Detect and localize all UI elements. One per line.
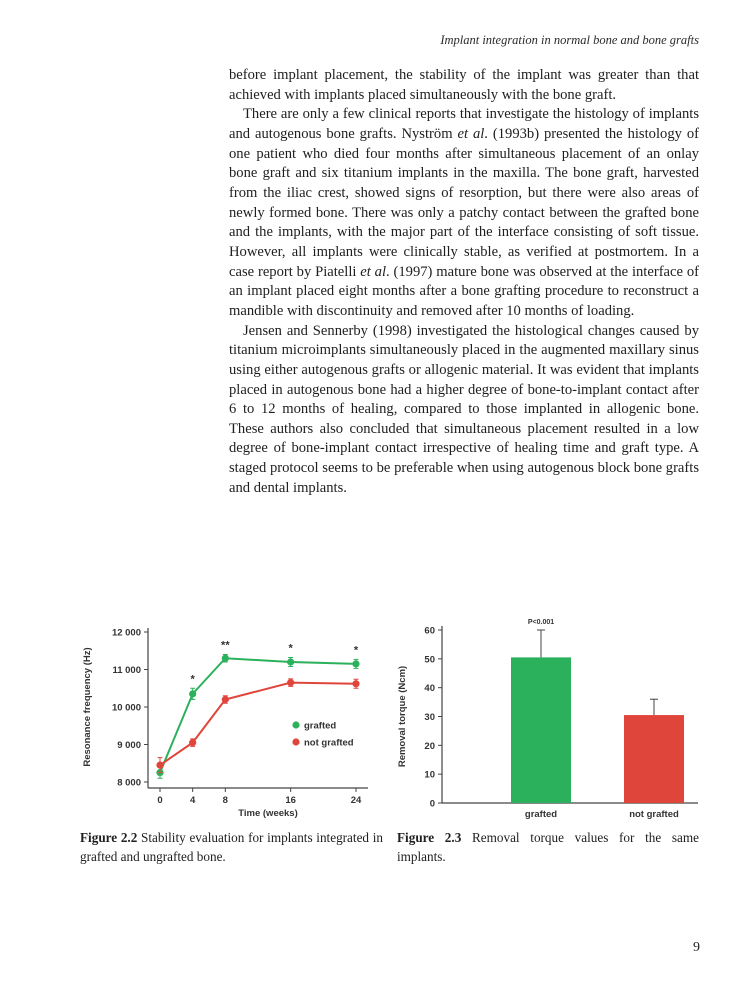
- paragraph: [229, 66, 699, 105]
- y-tick-label: 9 000: [117, 740, 141, 751]
- text-run: . (1993b) presented the histology of one patient who died four months after simultaneous placement of an onlay bone graft and six titanium implants in the maxilla. The bone graft, harvested from the iliac crest, showed signs of resorption, but there were also areas of newly formed bone. There was only a patchy contact between the grafted bone and the implants, with the major part of the interface consisting of soft tissue. However, all implants were clinically stable, as verified at postmortem. In a case report by Piatelli: [229, 125, 699, 280]
- y-tick-label: 40: [424, 683, 435, 695]
- data-point: [156, 762, 163, 769]
- bar-1: [624, 715, 684, 803]
- paragraph: [229, 105, 699, 321]
- y-tick-label: 8 000: [117, 777, 141, 789]
- legend-label: not grafted: [304, 737, 354, 749]
- y-tick-label: 60: [424, 625, 435, 637]
- legend-label: grafted: [304, 720, 337, 732]
- significance-marker: *: [353, 644, 359, 657]
- x-tick-label: 8: [222, 795, 228, 806]
- bar-0: [511, 657, 571, 803]
- body-text: [229, 66, 699, 498]
- significance-marker: *: [288, 642, 293, 655]
- text-run: Jensen and Sennerby (1998) investigated the histological changes caused by titanium microimplants simultaneously placed in the augmented maxillary sinus using either autogenous grafts or allogenic material. It was evident that implants placed in autogenous bone had a higher degree of bone-to-implant contact after 6 to 12 months of healing, compared to those implanted in allogenic bone. These authors also concluded that simultaneous placement resulted in a low degree of bone-implant contact irrespective of healing time and graft type. A staged protocol seems to be preferable when using autogenous block bone grafts and dental implants.: [229, 322, 699, 496]
- y-tick-label: 12 000: [111, 627, 141, 639]
- data-point: [287, 658, 294, 665]
- legend-marker: [292, 721, 299, 728]
- data-point: [222, 696, 229, 703]
- x-category-label: not grafted: [629, 809, 679, 820]
- x-tick-label: 24: [350, 795, 362, 806]
- y-axis-label: Resonance frequency (Hz): [82, 647, 93, 767]
- caption-text: Removal torque values for the same implants.: [397, 830, 699, 864]
- data-point: [287, 679, 294, 686]
- y-tick-label: 11 000: [112, 665, 141, 676]
- figure-2-3-caption: [397, 829, 699, 866]
- figure-label: Figure 2.2: [80, 830, 138, 845]
- x-tick-label: 4: [190, 795, 196, 806]
- removal-torque-bar-chart: [392, 612, 708, 827]
- text-run: There are only a few clinical reports that investigate the histology of implants and autogenous bone grafts. Nyström: [229, 106, 699, 142]
- x-tick-label: 0: [157, 795, 163, 806]
- y-axis-label: Removal torque (Ncm): [397, 665, 408, 768]
- data-point: [189, 690, 196, 697]
- caption-text: Stability evaluation for implants integrated in grafted and ungrafted bone.: [80, 830, 383, 864]
- y-tick-label: 0: [429, 798, 435, 810]
- data-point: [352, 660, 359, 667]
- y-tick-label: 30: [424, 712, 435, 723]
- text-run: before implant placement, the stability of the implant was greater than that achieved with implants placed simultaneously with the bone graft.: [229, 67, 699, 103]
- y-tick-label: 10 000: [111, 702, 141, 714]
- italic-text: et al: [457, 125, 485, 142]
- x-tick-label: 16: [285, 795, 296, 806]
- paragraph: [229, 322, 699, 499]
- significance-marker: *: [190, 673, 195, 686]
- figure-2-2-caption: [80, 829, 383, 866]
- page-number: 9: [693, 940, 700, 955]
- y-tick-label: 20: [424, 740, 435, 752]
- italic-text: et al: [360, 263, 387, 280]
- data-point: [222, 655, 229, 662]
- running-head: Implant integration in normal bone and bone grafts: [440, 33, 699, 47]
- significance-annotation: P<0.001: [527, 619, 555, 626]
- x-category-label: grafted: [524, 809, 558, 820]
- data-point: [189, 739, 196, 746]
- series-line-0: [160, 658, 356, 772]
- x-axis-label: Time (weeks): [238, 808, 298, 819]
- text-run: . (1997) mature bone was observed at the interface of an implant placed eight months after a bone grafting procedure to reconstruct a mandible with discontinuity and removed after 10 months of loading.: [229, 263, 699, 319]
- y-tick-label: 10: [424, 769, 435, 781]
- stability-line-chart: [72, 612, 382, 827]
- significance-marker: **: [221, 639, 230, 652]
- data-point: [352, 680, 359, 687]
- y-tick-label: 50: [424, 654, 435, 666]
- legend-marker: [292, 738, 299, 745]
- figure-label: Figure 2.3: [397, 830, 462, 845]
